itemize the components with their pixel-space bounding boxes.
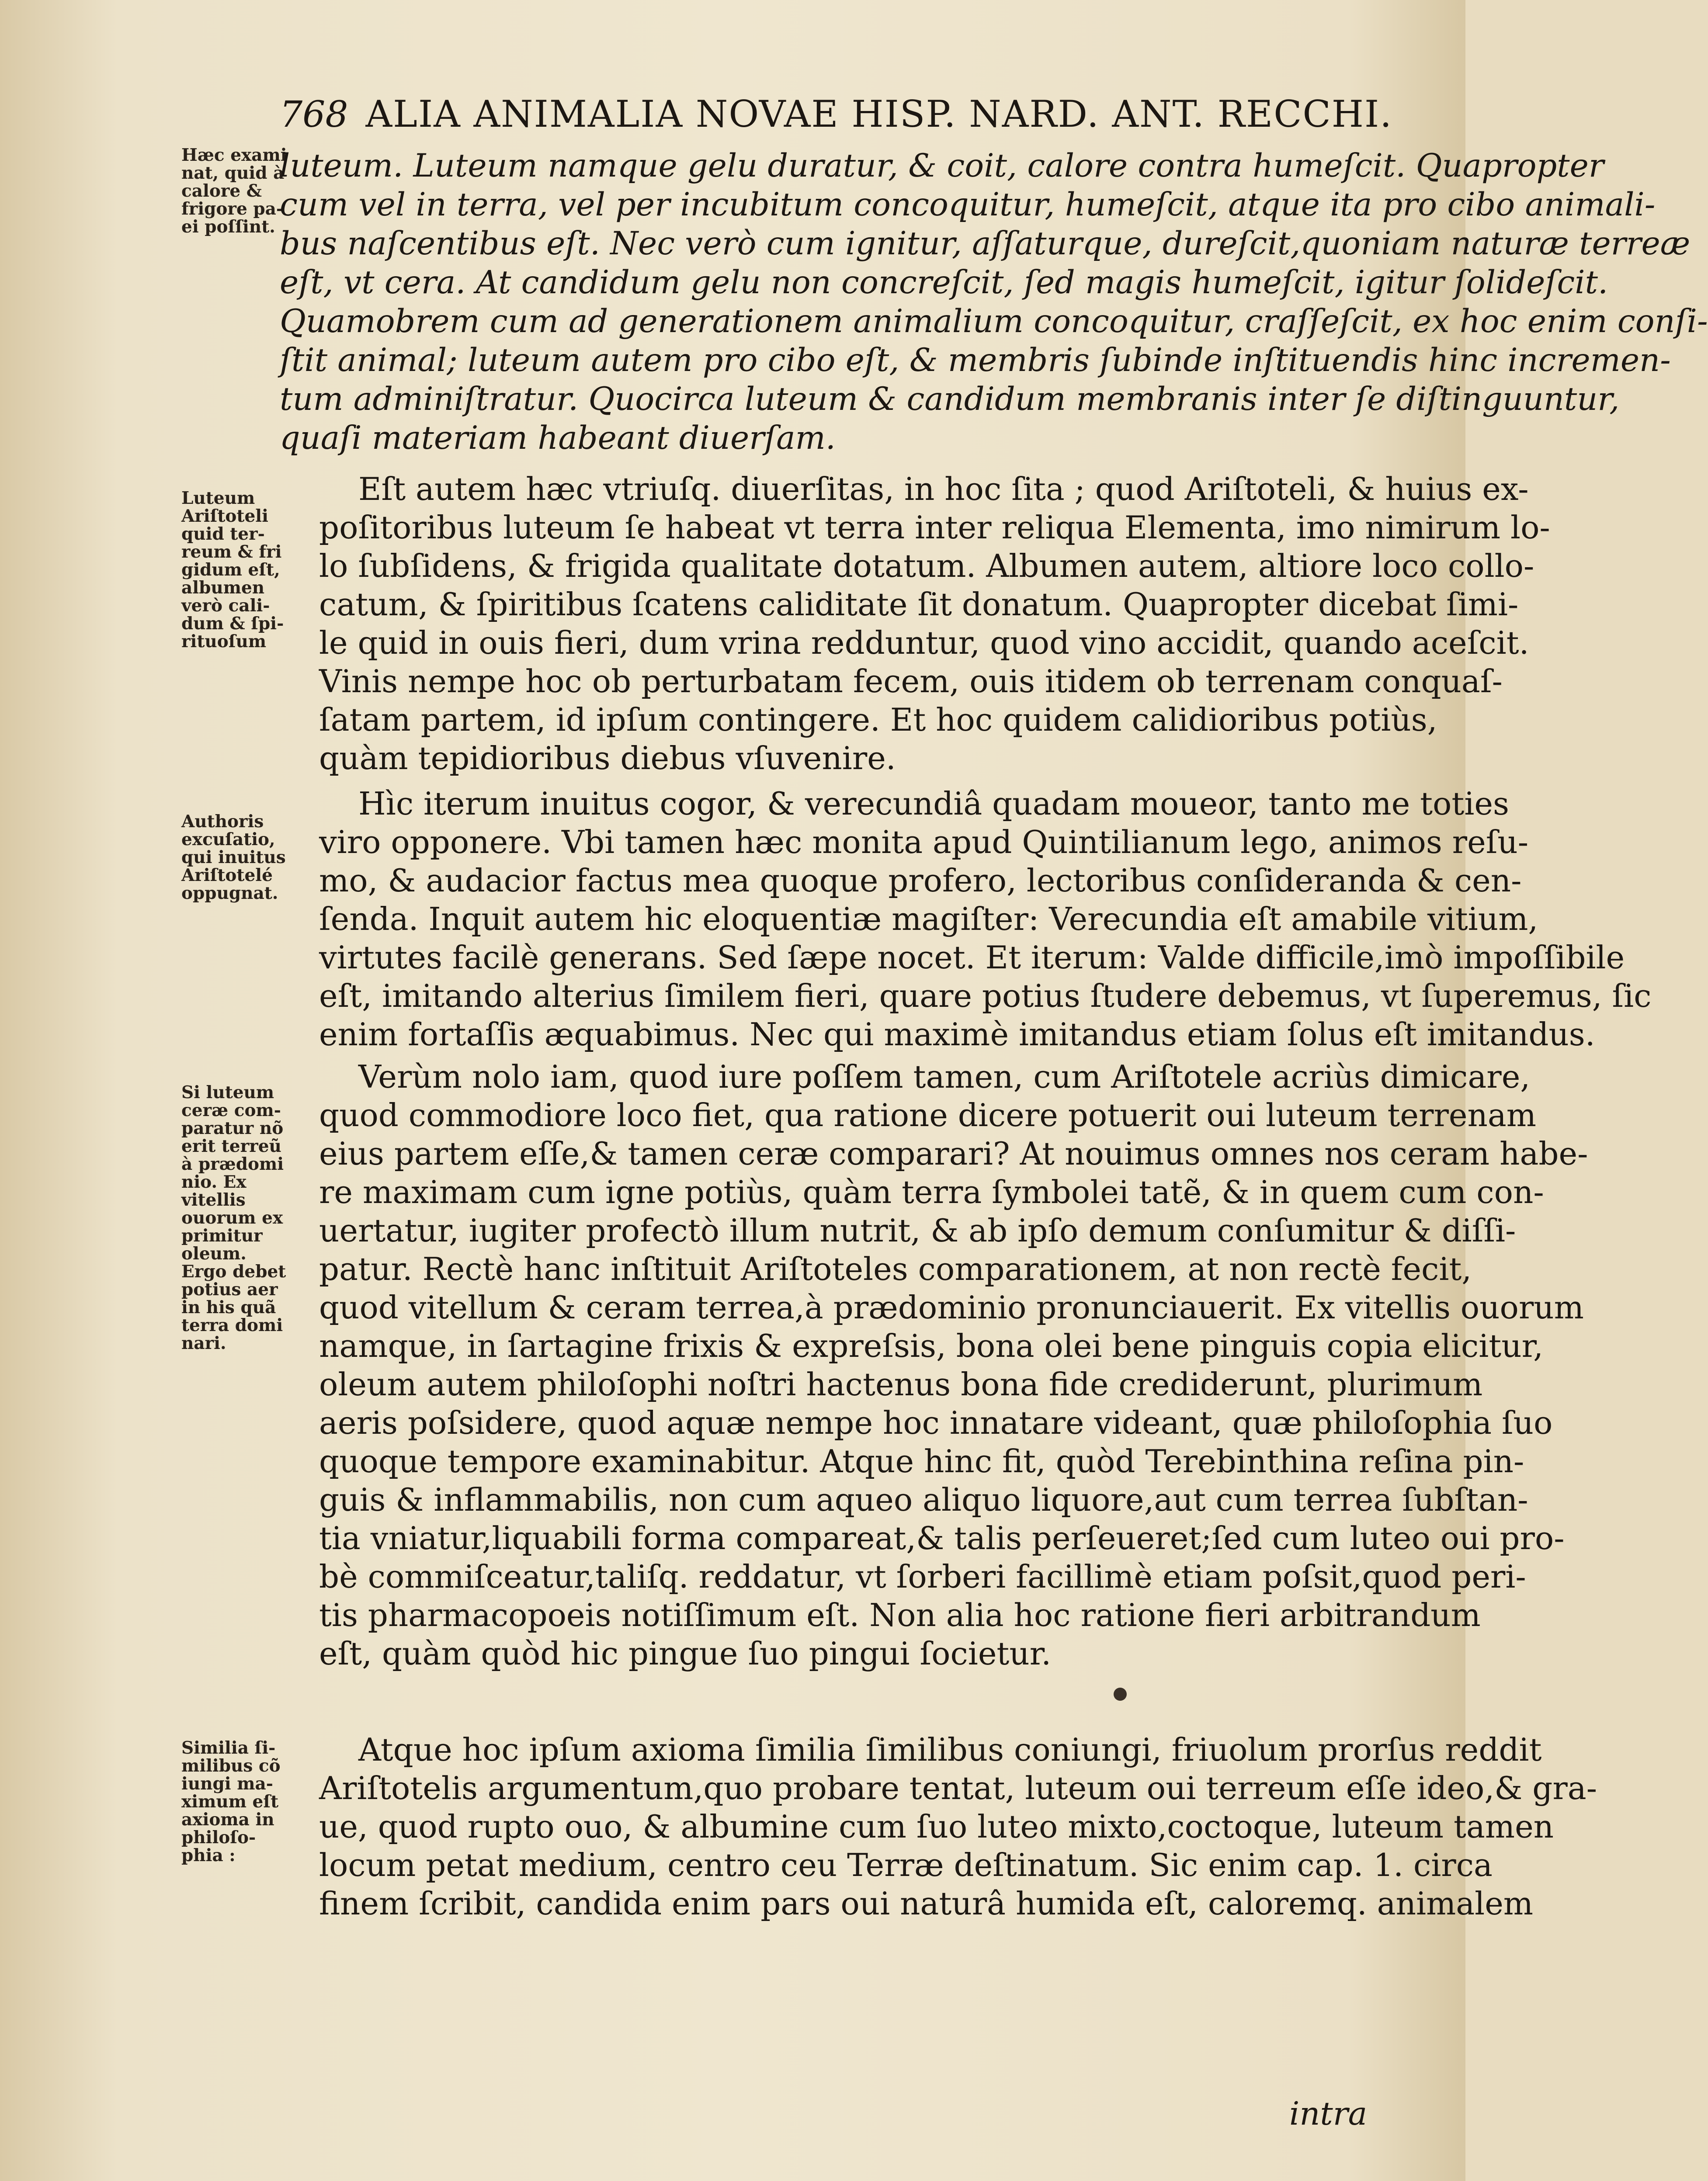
text-line: locum petat medium, centro ceu Terræ deſtinatum. Sic enim cap. 1. circa — [319, 1847, 1493, 1883]
text-line: quaſi materiam habeant diuerſam. — [280, 420, 836, 457]
text-line: luteum. Luteum namque gelu duratur, & coit, calore contra humeſcit. Quapropter — [280, 147, 1604, 184]
paragraph-1 — [280, 146, 1708, 458]
text-line: eſt, vt cera. At candidum gelu non concreſcit, ſed magis humeſcit, igitur ſolideſcit. — [280, 264, 1608, 301]
text-line: poſitoribus luteum ſe habeat vt terra inter reliqua Elementa, imo nimirum lo- — [319, 509, 1550, 546]
page-header — [280, 83, 1392, 135]
text-line: guis & inflammabilis, non cum aqueo aliquo liquore,aut cum terrea ſubſtan- — [319, 1481, 1528, 1518]
text-line: quoque tempore examinabitur. Atque hinc fit, quòd Terebinthina reſina pin- — [319, 1443, 1524, 1480]
text-line: catum, & ſpiritibus ſcatens caliditate ſit donatum. Quapropter dicebat ſimi- — [319, 586, 1519, 623]
text-line: le quid in ouis fieri, dum vrina redduntur, quod vino accidit, quando aceſcit. — [319, 624, 1529, 661]
text-line: tis pharmacopoeis notiſſimum eſt. Non alia hoc ratione fieri arbitrandum — [319, 1597, 1481, 1633]
text-line: ue, quod rupto ouo, & albumine cum ſuo luteo mixto,coctoque, luteum tamen — [319, 1808, 1554, 1845]
paragraph-3 — [280, 784, 1652, 1054]
margin-note-1: Hæc exami nat, quid à calore & frigore pa- ei poſſint. — [181, 145, 287, 237]
text-line: eſt, quàm quòd hic pingue ſuo pingui ſocietur. — [319, 1635, 1052, 1672]
text-line: Eſt autem hæc vtriuſq. diuerſitas, in hoc ſita ; quod Ariſtoteli, & huius ex- — [358, 471, 1529, 507]
text-line: ſatam partem, id ipſum contingere. Et hoc quidem calidioribus potiùs, — [319, 701, 1437, 738]
text-line: finem ſcribit, candida enim pars oui naturâ humida eſt, caloremq. animalem — [319, 1885, 1534, 1922]
paragraph-2 — [280, 470, 1550, 777]
text-line: cum vel in terra, vel per incubitum concoquitur, humeſcit, atque ita pro cibo animali- — [280, 186, 1656, 223]
text-line: oleum autem philoſophi noſtri hactenus bona fide crediderunt, plurimum — [319, 1366, 1483, 1403]
text-line: enim fortaſſis æquabimus. Nec qui maximè imitandus etiam ſolus eſt imitandus. — [319, 1016, 1595, 1053]
text-line: aeris poſsidere, quod aquæ nempe hoc innatare videant, quæ philoſophia ſuo — [319, 1404, 1553, 1441]
text-line: virtutes facilè generans. Sed ſæpe nocet. Et iterum: Valde difficile,imò impoſſibile — [319, 939, 1625, 976]
text-line: lo ſubſidens, & frigida qualitate dotatum. Albumen autem, altiore loco collo- — [319, 548, 1534, 584]
text-line: patur. Rectè hanc inſtituit Ariſtoteles comparationem, at non rectè fecit, — [319, 1251, 1472, 1287]
text-line: eius partem eſſe,& tamen ceræ comparari? At nouimus omnes nos ceram habe- — [319, 1135, 1588, 1172]
margin-note-2: Luteum Ariſtoteli quid ter- reum & fri gidum eſt, albumen verò cali- dum & ſpi- rituoſum — [181, 488, 284, 652]
text-line: bè commiſceatur,taliſq. reddatur, vt ſorberi facillimè etiam poſsit,quod peri- — [319, 1558, 1526, 1595]
text-line: quod vitellum & ceram terrea,à prædominio pronunciauerit. Ex vitellis ouorum — [319, 1289, 1584, 1326]
text-line: quàm tepidioribus diebus vſuvenire. — [319, 740, 896, 777]
text-line: eſt, imitando alterius ſimilem fieri, quare potius ſtudere debemus, vt ſuperemus, ſic — [319, 978, 1652, 1014]
paragraph-4 — [280, 1058, 1588, 1673]
text-line: Vinis nempe hoc ob perturbatam fecem, ouis itidem ob terrenam conquaſ- — [319, 663, 1503, 700]
paragraph-5 — [280, 1730, 1597, 1923]
ink-dot — [1114, 1688, 1127, 1701]
margin-note-3: Authoris excuſatio, qui inuitus Ariſtotelé oppugnat. — [181, 811, 286, 903]
text-line: tia vniatur,liquabili forma compareat,& talis perſeueret;ſed cum luteo oui pro- — [319, 1520, 1565, 1557]
text-line: ſenda. Inquit autem hic eloquentiæ magiſter: Verecundia eſt amabile vitium, — [319, 901, 1538, 937]
text-line: re maximam cum igne potiùs, quàm terra ſymbolei tatẽ, & in quem cum con- — [319, 1174, 1544, 1210]
text-line: Hìc iterum inuitus cogor, & verecundiâ quadam moueor, tanto me toties — [358, 785, 1509, 822]
margin-note-5: Similia ſi- milibus cõ iungi ma- ximum eſt axioma in philoſo- phia : — [181, 1738, 281, 1865]
text-line: viro opponere. Vbi tamen hæc monita apud Quintilianum lego, animos reſu- — [319, 824, 1529, 860]
margin-note-4: Si luteum ceræ com- paratur nõ erit terreũ à prædomi nio. Ex vitellis ouorum ex primitur oleum. Ergo debet potius aer in his quã terra domi nari. — [181, 1082, 286, 1353]
running-title: ALIA ANIMALIA NOVAE HISP. NARD. ANT. RECCHI. — [365, 93, 1392, 135]
text-line: Ariſtotelis argumentum,quo probare tentat, luteum oui terreum eſſe ideo,& gra- — [319, 1770, 1597, 1807]
text-line: tum adminiſtratur. Quocirca luteum & candidum membranis inter ſe diſtinguuntur, — [280, 381, 1620, 418]
text-line: quod commodiore loco fiet, qua ratione dicere potuerit oui luteum terrenam — [319, 1097, 1537, 1134]
text-line: bus naſcentibus eſt. Nec verò cum ignitur, aſſaturque, dureſcit,quoniam naturæ terreæ — [280, 225, 1691, 262]
text-line: namque, in ſartagine frixis & expreſsis, bona olei bene pinguis copia elicitur, — [319, 1328, 1543, 1364]
text-line: ſtit animal; luteum autem pro cibo eſt, & membris ſubinde inſtituendis hinc incremen- — [280, 342, 1671, 379]
text-line: Atque hoc ipſum axioma ſimilia ſimilibus coniungi, friuolum prorſus reddit — [358, 1731, 1542, 1768]
page-number: 768 — [280, 94, 348, 135]
text-line: mo, & audacior factus mea quoque profero, lectoribus conſideranda & cen- — [319, 862, 1522, 899]
text-line: Quamobrem cum ad generationem animalium concoquitur, craſſeſcit, ex hoc enim conſi- — [280, 303, 1708, 340]
catchword: intra — [1289, 2095, 1368, 2132]
text-line: uertatur, iugiter profectò illum nutrit, & ab ipſo demum conſumitur & diſſi- — [319, 1212, 1516, 1249]
text-line: Verùm nolo iam, quod iure poſſem tamen, cum Ariſtotele acriùs dimicare, — [358, 1058, 1531, 1095]
